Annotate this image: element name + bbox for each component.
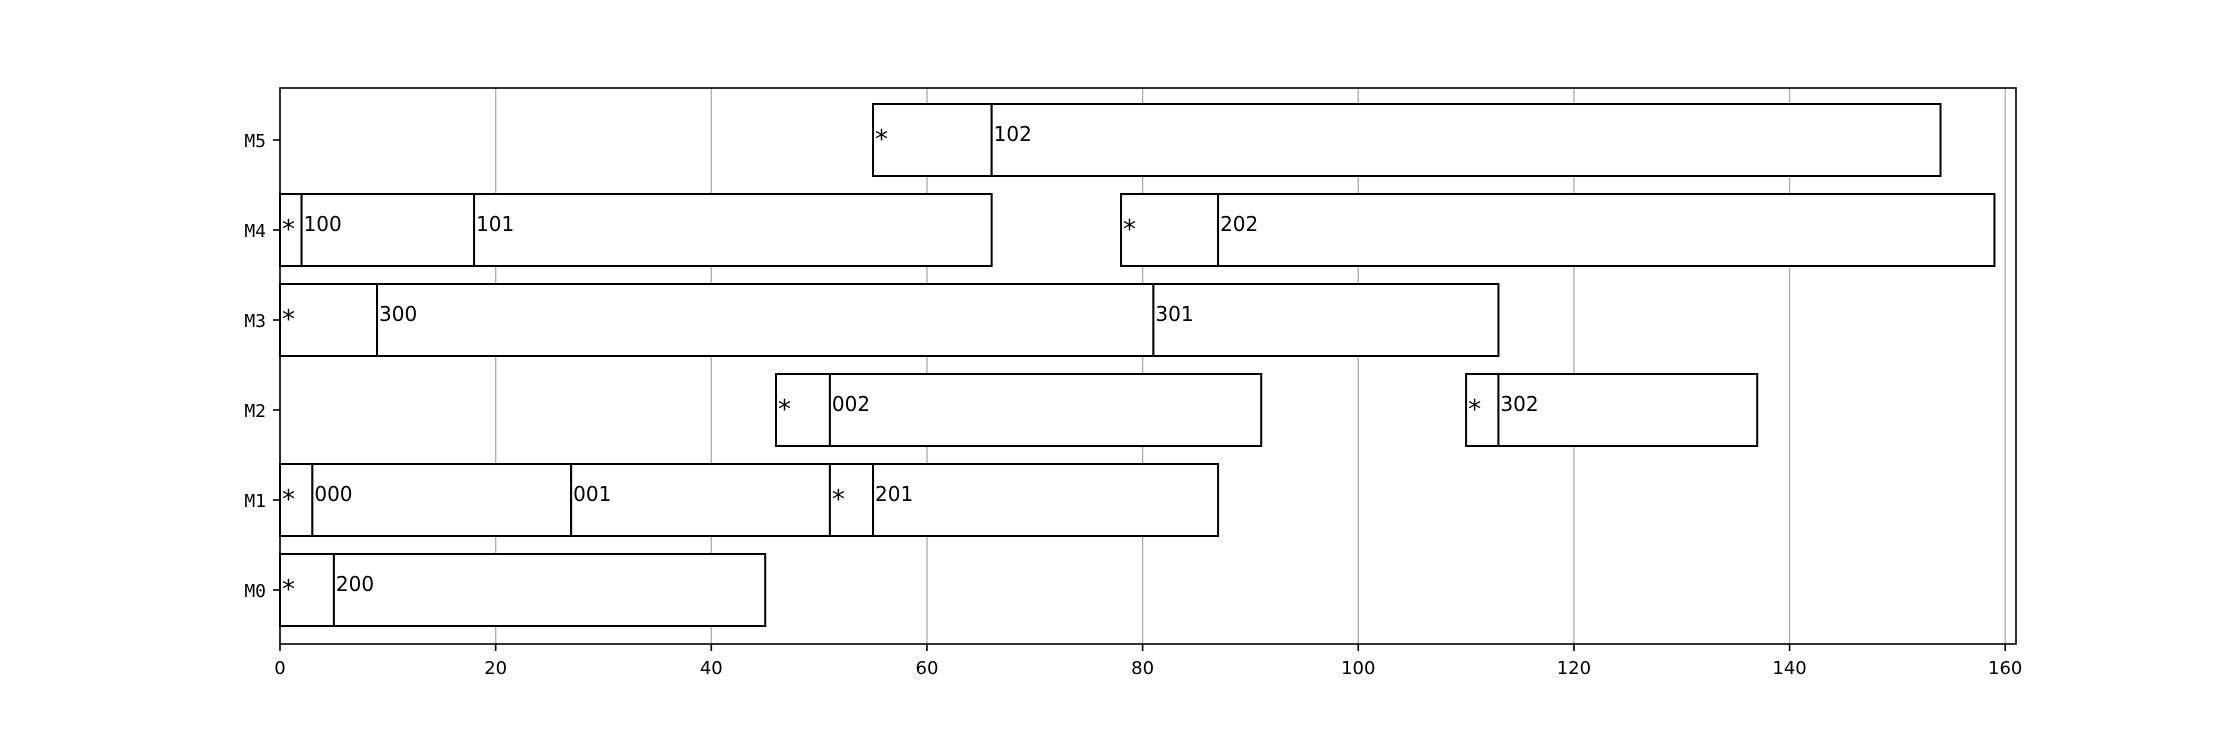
task-m4-16	[474, 194, 992, 266]
task-m2-8	[830, 374, 1261, 446]
task-m2-9	[1466, 374, 1498, 446]
task-m4-17	[1121, 194, 1218, 266]
y-tick-label-m4: M4	[244, 221, 266, 242]
task-bars	[280, 104, 1994, 626]
task-setup-marker: *	[1123, 215, 1137, 245]
task-m1-6	[873, 464, 1218, 536]
task-m1-4	[571, 464, 830, 536]
task-m4-18	[1218, 194, 1994, 266]
task-label: 301	[1155, 302, 1194, 326]
task-m5-20	[992, 104, 1941, 176]
task-bar	[830, 374, 1261, 446]
task-label: 202	[1220, 212, 1259, 236]
task-m2-7	[776, 374, 830, 446]
task-m0-0	[280, 554, 334, 626]
task-m1-3	[312, 464, 571, 536]
task-setup-marker: *	[1468, 395, 1482, 425]
task-bar	[474, 194, 992, 266]
y-tick-label-m3: M3	[244, 311, 266, 332]
x-axis	[274, 644, 2022, 679]
task-m2-10	[1498, 374, 1757, 446]
task-setup-marker: *	[282, 305, 295, 335]
x-tick-label-6: 120	[1556, 658, 1592, 679]
y-tick-label-m0: M0	[244, 581, 266, 602]
task-m5-19	[873, 104, 992, 176]
task-label: 101	[476, 212, 515, 236]
task-setup-marker: *	[875, 125, 889, 155]
task-label: 000	[314, 482, 353, 506]
task-label: 001	[573, 482, 612, 506]
task-label: 300	[379, 302, 418, 326]
task-bar	[1153, 284, 1498, 356]
task-bar	[377, 284, 1153, 356]
y-tick-label-m2: M2	[244, 401, 266, 422]
task-label: 200	[335, 572, 375, 596]
task-bar	[992, 104, 1941, 176]
task-bar	[873, 464, 1218, 536]
task-m3-11	[280, 284, 377, 356]
task-setup-marker: *	[831, 485, 845, 515]
task-bar	[334, 554, 765, 626]
x-tick-label-4: 80	[1131, 658, 1155, 679]
x-tick-label-2: 40	[699, 658, 723, 679]
x-tick-label-8: 160	[1988, 658, 2023, 679]
x-tick-label-1: 20	[484, 658, 508, 679]
task-m4-15	[302, 194, 475, 266]
y-tick-label-m1: M1	[244, 491, 266, 512]
task-bar	[1218, 194, 1994, 266]
x-tick-label-3: 60	[915, 658, 939, 679]
task-m3-13	[1153, 284, 1498, 356]
task-setup-marker: *	[778, 395, 791, 425]
x-tick-label-7: 140	[1772, 658, 1807, 679]
task-label: 002	[831, 392, 871, 416]
x-tick-label-0: 0	[274, 658, 286, 679]
task-setup-marker: *	[282, 215, 295, 245]
y-tick-label-m5: M5	[244, 131, 266, 152]
task-setup-marker: *	[282, 575, 295, 605]
task-bar	[873, 104, 992, 176]
task-m1-2	[280, 464, 312, 536]
task-m3-12	[377, 284, 1153, 356]
task-label: 102	[993, 122, 1032, 146]
task-m1-5	[830, 464, 873, 536]
x-tick-label-5: 100	[1341, 658, 1376, 679]
task-label: 100	[303, 212, 342, 236]
task-label: 201	[875, 482, 914, 506]
task-label: 302	[1500, 392, 1539, 416]
task-m4-14	[280, 194, 302, 266]
task-setup-marker: *	[282, 485, 295, 515]
y-axis	[244, 131, 280, 602]
task-m0-1	[334, 554, 765, 626]
